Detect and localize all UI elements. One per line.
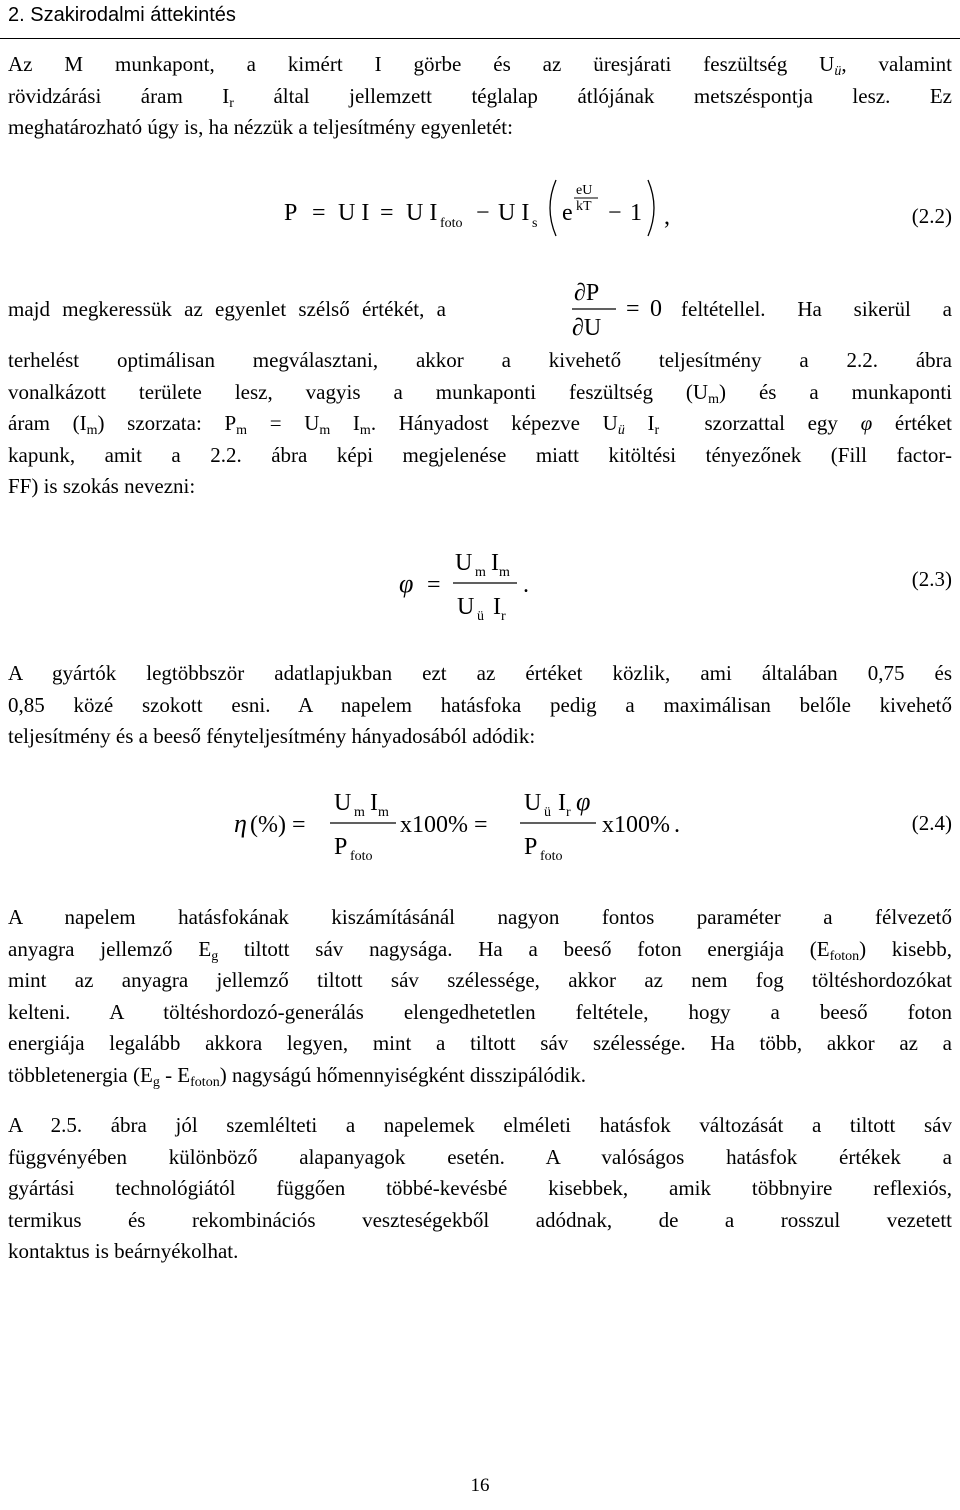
text-line: vonalkázott területe lesz, vagyis a munkaponti feszültség $(U_m)$ és a munkaponti <box>8 379 952 407</box>
svg-text:.: . <box>523 572 529 598</box>
svg-text:r: r <box>566 805 571 820</box>
svg-text:=: = <box>626 296 640 322</box>
paragraph-2-line-1b: feltétellel. Ha sikerül a <box>681 297 952 321</box>
svg-text:U I: U I <box>338 200 370 226</box>
equation-number: (2.3) <box>911 567 952 591</box>
text-line: mint az anyagra jellemző tiltott sáv szélessége, akkor az nem fog töltéshordozókat <box>8 968 952 992</box>
text-line: A gyártók legtöbbször adatlapjukban ezt az értéket közlik, ami általában 0,75 és <box>8 661 952 685</box>
svg-text:m: m <box>499 565 510 580</box>
text-line: teljesítmény és a beeső fényteljesítmény hányadosából adódik: <box>8 724 536 748</box>
svg-text:U: U <box>334 790 352 816</box>
svg-text:kT: kT <box>576 199 592 214</box>
equation-2-3 <box>395 540 555 630</box>
svg-text:−: − <box>608 200 622 226</box>
text-line: kelteni. A töltéshordozó-generálás elengedhetetlen feltétele, hogy a beeső foton <box>8 999 952 1024</box>
svg-text:U: U <box>457 594 475 620</box>
text-line: gyártási technológiától függően többé-kevésbé kisebbek, amik többnyire reflexiós, <box>8 1176 952 1200</box>
svg-text:P: P <box>284 200 298 226</box>
svg-text:foto: foto <box>350 849 373 864</box>
svg-text:%: % <box>650 812 670 838</box>
svg-text:x100: x100 <box>602 812 650 838</box>
text-line: A 2.5. ábra jól szemlélteti a napelemek elméleti hatásfok változását a tiltott sáv <box>8 1113 952 1137</box>
text-line: függvényében különböző alapanyagok esetén. A valóságos hatásfok értékek a <box>8 1144 952 1169</box>
equation-2-2 <box>280 170 680 250</box>
equation-number: (2.4) <box>911 811 952 835</box>
paragraph-3 <box>8 658 952 753</box>
svg-text:x100: x100 <box>400 812 448 838</box>
text-line: Az M munkapont, a kimért I görbe és az üresjárati feszültség $U_ü$, valamint <box>8 52 952 79</box>
svg-text:=: = <box>312 200 326 226</box>
text-line: termikus és rekombinációs veszteségekből adódnak, de a rosszul vezetett <box>8 1207 952 1232</box>
equation-number: (2.2) <box>911 204 952 228</box>
svg-text:η: η <box>234 809 247 838</box>
svg-text:φ: φ <box>576 787 591 816</box>
paragraph-5 <box>8 1110 952 1268</box>
svg-text:=: = <box>427 572 441 598</box>
svg-text:P: P <box>334 834 348 860</box>
svg-text:U I: U I <box>498 200 530 226</box>
section-title: 2. Szakirodalmi áttekintés <box>8 4 236 26</box>
svg-text:m: m <box>378 805 389 820</box>
section-header <box>0 0 960 39</box>
text-line: FF) is szokás nevezni: <box>8 474 196 498</box>
text-line: 0,85 közé szokott esni. A napelem hatásfoka pedig a maximálisan belőle kivehető <box>8 692 952 717</box>
svg-text:I: I <box>558 790 566 816</box>
svg-text:m: m <box>354 805 365 820</box>
text-line: többletenergia $(E_g - E_{foton})$ nagyságú hőmennyiségként disszipálódik. <box>8 1062 586 1090</box>
paragraph-4 <box>8 902 952 1091</box>
svg-text:=: = <box>380 200 394 226</box>
svg-text:I: I <box>493 594 501 620</box>
text-line: anyagra jellemző $E_g$ tiltott sáv nagysága. Ha a beeső foton energiája $(E_{foton})$ kisebb, <box>8 936 952 964</box>
svg-text:∂U: ∂U <box>572 315 602 341</box>
svg-text:U: U <box>524 790 542 816</box>
partial-derivative-condition <box>572 272 672 346</box>
svg-text:s: s <box>532 216 538 231</box>
text-line: rövidzárási áram $I_r$ által jellemzett téglalap átlójának metszéspontja lesz. Ez <box>8 83 952 111</box>
svg-text:U: U <box>455 550 473 576</box>
svg-text:(%): (%) <box>250 812 286 838</box>
paragraph-1 <box>8 49 952 144</box>
svg-text:U I: U I <box>406 200 438 226</box>
svg-text:1: 1 <box>630 200 642 226</box>
svg-text:I: I <box>370 790 378 816</box>
paragraph-2-line-1: majd megkeressük az egyenlet szélső értékét, a <box>8 297 446 321</box>
svg-text:r: r <box>501 609 506 624</box>
svg-text:P: P <box>524 834 538 860</box>
svg-text:=: = <box>474 812 488 838</box>
svg-text:.: . <box>674 812 680 838</box>
svg-text:−: − <box>476 200 490 226</box>
svg-text:m: m <box>475 565 486 580</box>
svg-text:ü: ü <box>477 609 484 624</box>
text-line: kontaktus is beárnyékolhat. <box>8 1239 239 1263</box>
text-line: terhelést optimálisan megválasztani, akkor a kivehető teljesítmény a 2.2. ábra <box>8 348 952 372</box>
equation-2-4 <box>230 780 730 870</box>
text-line: kapunk, amit a 2.2. ábra képi megjelenése miatt kitöltési tényezőnek (Fill factor- <box>8 442 952 467</box>
svg-text:,: , <box>664 204 670 230</box>
svg-text:%: % <box>448 812 468 838</box>
page-number: 16 <box>470 1475 490 1496</box>
text-line: A napelem hatásfokának kiszámításánál nagyon fontos paraméter a félvezető <box>8 905 952 929</box>
text-line: energiája legalább akkora legyen, mint a tiltott sáv szélessége. Ha több, akkor az a <box>8 1031 952 1055</box>
svg-text:0: 0 <box>650 296 662 322</box>
svg-text:I: I <box>491 550 499 576</box>
svg-text:eU: eU <box>576 183 593 198</box>
svg-text:e: e <box>562 200 573 226</box>
text-line: meghatározható úgy is, ha nézzük a teljesítmény egyenletét: <box>8 115 513 139</box>
text-line: áram $(I_m)$ szorzata: $P_m = U_m$ $I_m$. Hányadost képezve $U_ü$ $I_r$ szorzattal egy φ értéket <box>8 411 953 438</box>
svg-text:ü: ü <box>544 805 551 820</box>
paragraph-2 <box>8 345 952 503</box>
svg-text:foto: foto <box>440 216 463 231</box>
svg-text:∂P: ∂P <box>574 280 600 306</box>
svg-text:=: = <box>292 812 306 838</box>
svg-text:foto: foto <box>540 849 563 864</box>
svg-text:φ: φ <box>399 569 414 598</box>
